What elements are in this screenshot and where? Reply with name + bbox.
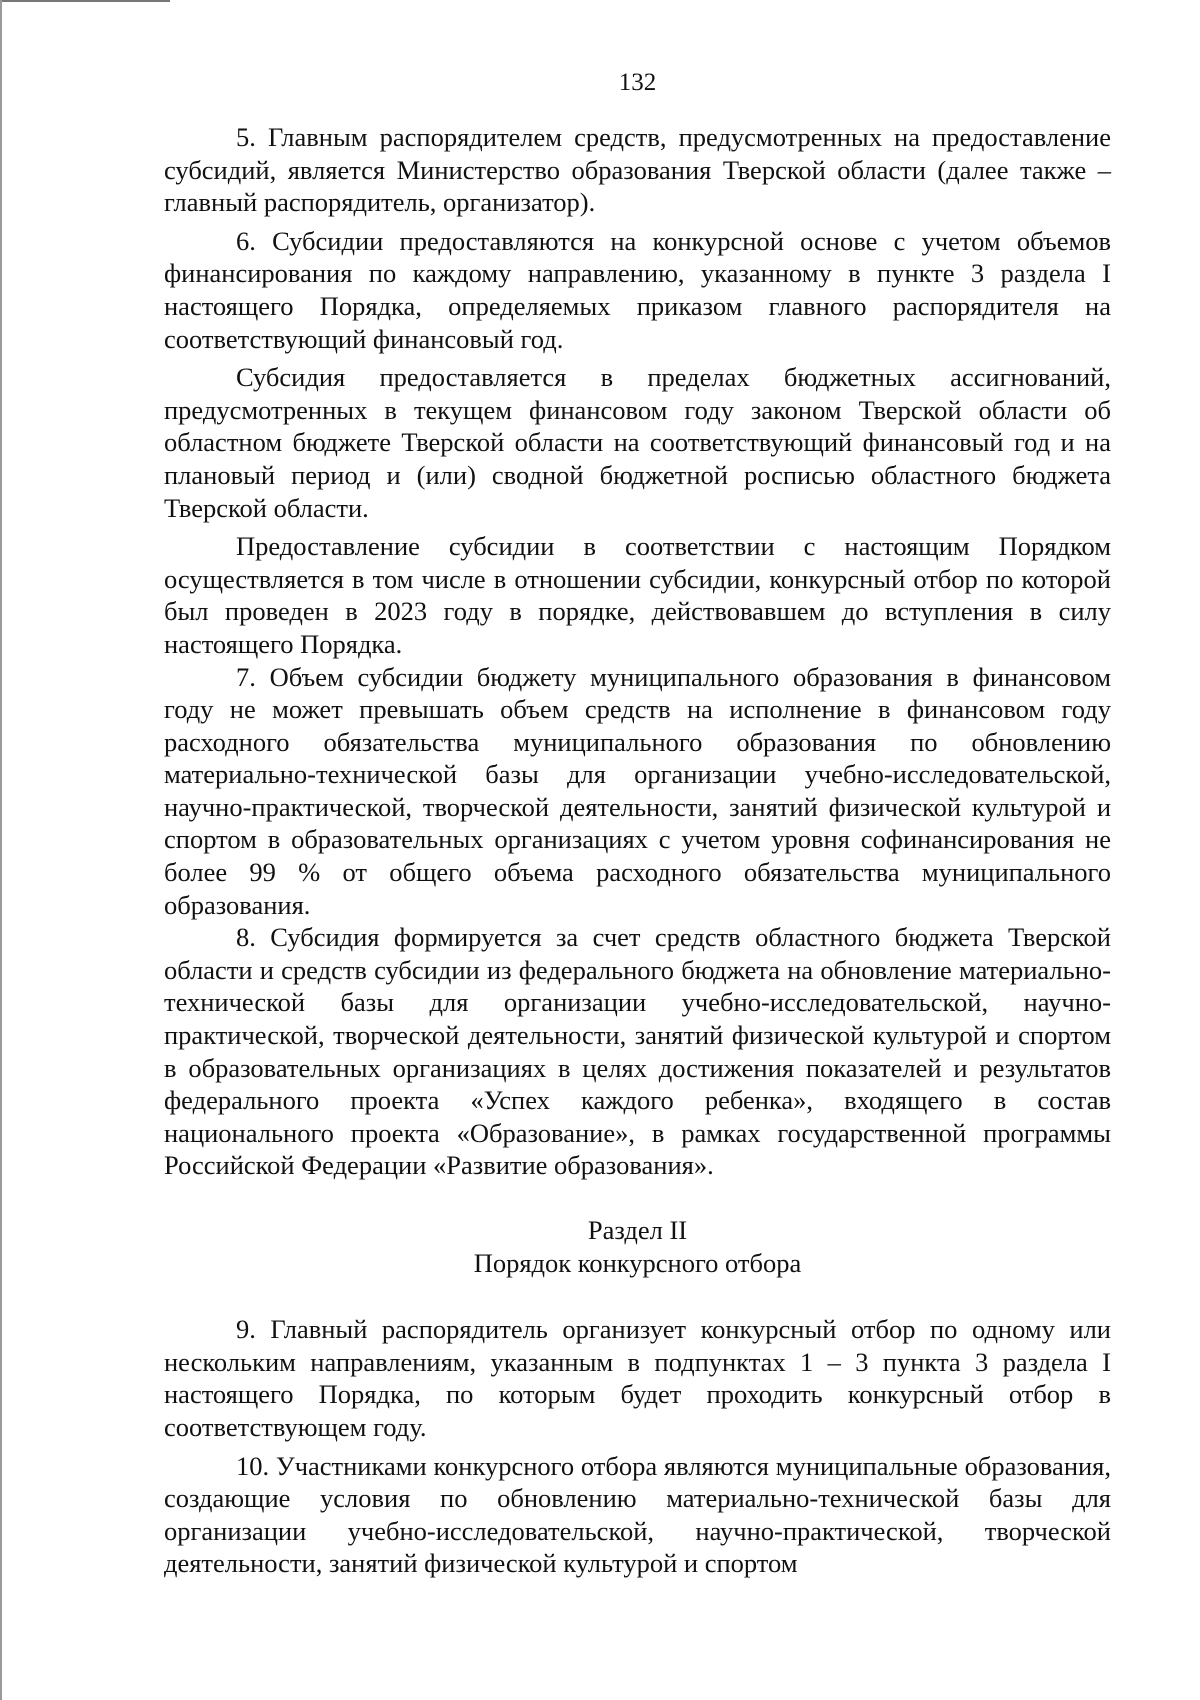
paragraph-5: 5. Главным распорядителем средств, предусмотренных на предоставление субсидий, является Министерство образования Тверской области (далее также – главный распорядитель, организатор). — [164, 122, 1111, 218]
paragraph-9: 9. Главный распорядитель организует конкурсный отбор по одному или нескольким направлениям, указанным в подпунктах 1 – 3 пункта 3 раздела I настоящего Порядка, по которым будет проходить конкурсный отбор в соответствующем году. — [164, 1314, 1111, 1442]
paragraph-subsidy-limits: Субсидия предоставляется в пределах бюджетных ассигнований, предусмотренных в текущем финансовом году законом Тверской области об областном бюджете Тверской области на соответствующий финансовый год и на плановый период и (или) сводной бюджетной росписью областного бюджета Тверской области. — [164, 362, 1111, 523]
section-title: Порядок конкурсного отбора — [473, 1247, 802, 1278]
scan-edge-left — [0, 0, 2, 1700]
scan-edge-top — [0, 0, 170, 2]
paragraph-subsidy-provision: Предоставление субсидии в соответствии с настоящим Порядком осуществляется в том числе в отношении субсидии, конкурсный отбор по которой был проведен в 2023 году в порядке, действовавшем до вступления в силу настоящего Порядка. — [164, 531, 1111, 659]
page-number: 132 — [618, 69, 657, 96]
document-body — [164, 121, 1111, 1580]
paragraph-10: 10. Участниками конкурсного отбора являются муниципальные образования, создающие условия по обновлению материально-технической базы для организации учебно-исследовательской, научно-практической, творческой деятельности, занятий физической культурой и спортом — [164, 1450, 1111, 1579]
paragraph-8: 8. Субсидия формируется за счет средств областного бюджета Тверской области и средств субсидии из федерального бюджета на обновление материально-технической базы для организации учебно-исследовательской, научно-практической, творческой деятельности, занятий физической культурой и спортом в образовательных организациях в целях достижения показателей и результатов федерального проекта «Успех каждого ребенка», входящего в состав национального проекта «Образование», в рамках государственной программы Российской Федерации «Развитие образования». — [164, 922, 1111, 1181]
section-label: Раздел II — [587, 1215, 688, 1245]
paragraph-7: 7. Объем субсидии бюджету муниципального образования в финансовом году не может превышать объем средств на исполнение в финансовом году расходного обязательства муниципального образования по обновлению материально-технической базы для организации учебно-исследовательской, научно-практической, творческой деятельности, занятий физической культурой и спортом в образовательных организациях с учетом уровня софинансирования не более 99 % от общего объема расходного обязательства муниципального образования. — [164, 661, 1111, 920]
paragraph-6: 6. Субсидии предоставляются на конкурсной основе с учетом объемов финансирования по каждому направлению, указанному в пункте 3 раздела I настоящего Порядка, определяемых приказом главного распорядителя на соответствующий финансовый год. — [164, 225, 1111, 354]
